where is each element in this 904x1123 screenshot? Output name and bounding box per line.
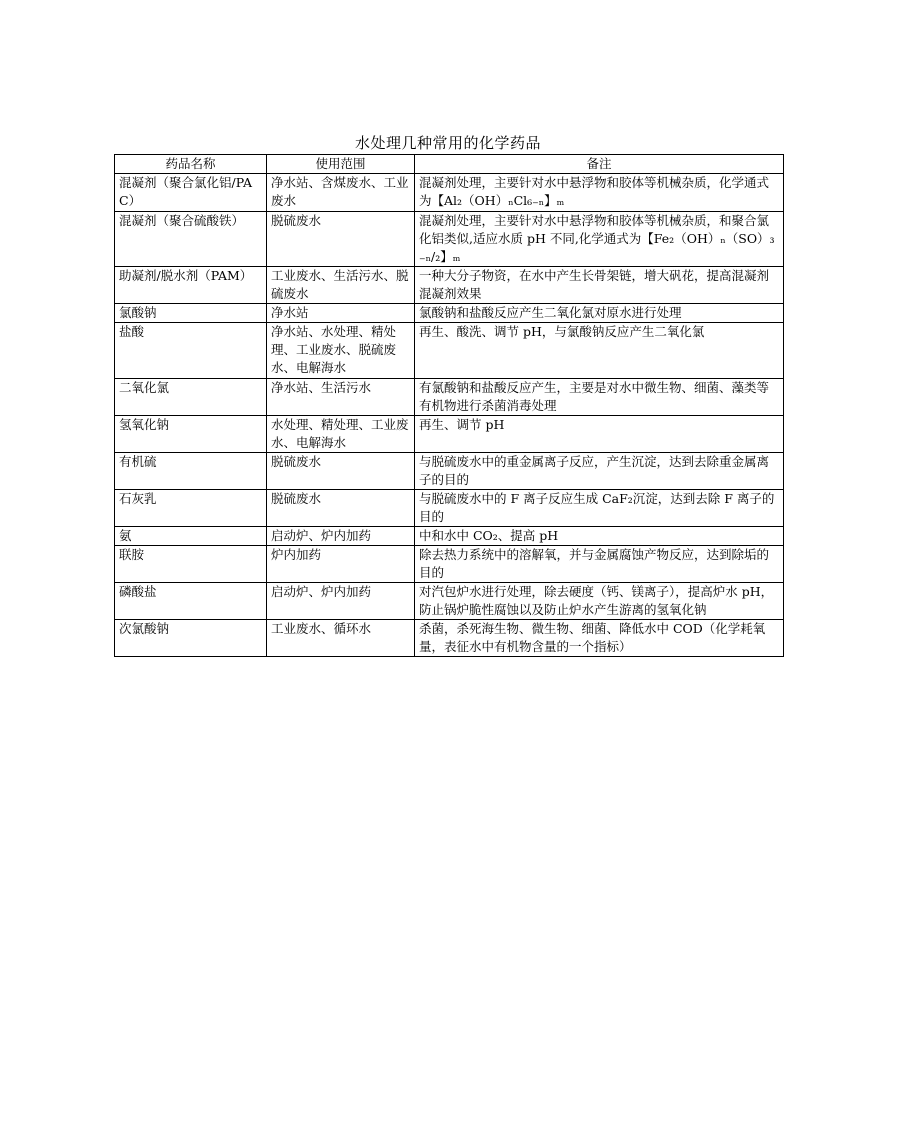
chemical-name: 混凝剂（聚合氯化铝/PAC）: [115, 174, 267, 212]
column-header-range: 使用范围: [267, 155, 415, 174]
remark: 除去热力系统中的溶解氧，并与金属腐蚀产物反应，达到除垢的目的: [415, 546, 784, 583]
usage-range: 启动炉、炉内加药: [267, 583, 415, 620]
usage-range: 脱硫废水: [267, 453, 415, 490]
remark: 与脱硫废水中的重金属离子反应，产生沉淀，达到去除重金属离子的目的: [415, 453, 784, 490]
usage-range: 净水站: [267, 304, 415, 323]
chemical-name: 氢氧化钠: [115, 416, 267, 453]
column-header-note: 备注: [415, 155, 784, 174]
remark-text: 混凝剂处理，主要针对水中悬浮物和胶体等机械杂质，化学通式为: [419, 175, 770, 208]
usage-range: 工业废水、循环水: [267, 620, 415, 657]
table-row: [115, 490, 784, 527]
chemical-formula: 【Al₂（OH）ₙCl₆₋ₙ】ₘ: [431, 193, 565, 208]
remark: 杀菌，杀死海生物、微生物、细菌、降低水中 COD（化学耗氧量，表征水中有机物含量的一个指标）: [415, 620, 784, 657]
table-row: [115, 212, 784, 267]
chemical-name: 有机硫: [115, 453, 267, 490]
remark-text: 混凝剂处理，主要针对水中悬浮物和胶体等机械杂质，和聚合氯化铝类似,适应水质 pH 不同,化学通式为: [419, 213, 770, 246]
chemical-name: 氨: [115, 527, 267, 546]
usage-range: 水处理、精处理、工业废水、电解海水: [267, 416, 415, 453]
usage-range: 净水站、生活污水: [267, 379, 415, 416]
table-row: [115, 323, 784, 379]
usage-range: 脱硫废水: [267, 490, 415, 527]
chemical-name: 混凝剂（聚合硫酸铁）: [115, 212, 267, 267]
remark: 再生、酸洗、调节 pH，与氯酸钠反应产生二氧化氯: [415, 323, 784, 379]
table-row: [115, 620, 784, 657]
table-row: [115, 304, 784, 323]
usage-range: 净水站、含煤废水、工业废水: [267, 174, 415, 212]
remark: 一种大分子物资，在水中产生长骨架链，增大矾花，提高混凝剂混凝剂效果: [415, 267, 784, 304]
chemical-name: 助凝剂/脱水剂（PAM）: [115, 267, 267, 304]
chemical-name: 盐酸: [115, 323, 267, 379]
chemical-name: 二氧化氯: [115, 379, 267, 416]
table-row: [115, 267, 784, 304]
column-header-name: 药品名称: [115, 155, 267, 174]
chemicals-table: [114, 154, 784, 657]
table-header-row: [115, 155, 784, 174]
table-row: [115, 546, 784, 583]
chemical-name: 磷酸盐: [115, 583, 267, 620]
chemical-name: 次氯酸钠: [115, 620, 267, 657]
usage-range: 炉内加药: [267, 546, 415, 583]
table-row: [115, 583, 784, 620]
remark: 再生、调节 pH: [415, 416, 784, 453]
chemical-name: 石灰乳: [115, 490, 267, 527]
table-row: [115, 453, 784, 490]
chemical-name: 联胺: [115, 546, 267, 583]
usage-range: 工业废水、生活污水、脱硫废水: [267, 267, 415, 304]
chemical-formula: 【Fe₂（OH）ₙ（SO）₃₋ₙ/₂】ₘ: [419, 231, 775, 264]
remark: 氯酸钠和盐酸反应产生二氧化氯对原水进行处理: [415, 304, 784, 323]
remark: 有氯酸钠和盐酸反应产生，主要是对水中微生物、细菌、藻类等有机物进行杀菌消毒处理: [415, 379, 784, 416]
usage-range: 启动炉、炉内加药: [267, 527, 415, 546]
remark: [415, 212, 784, 267]
table-row: [115, 174, 784, 212]
remark: 对汽包炉水进行处理，除去硬度（钙、镁离子），提高炉水 pH，防止锅炉脆性腐蚀以及防止炉水产生游离的氢氧化钠: [415, 583, 784, 620]
table-row: [115, 416, 784, 453]
remark: [415, 174, 784, 212]
usage-range: 脱硫废水: [267, 212, 415, 267]
chemical-name: 氯酸钠: [115, 304, 267, 323]
document-title: 水处理几种常用的化学药品: [354, 134, 541, 152]
table-row: [115, 527, 784, 546]
table-row: [115, 379, 784, 416]
remark: 与脱硫废水中的 F 离子反应生成 CaF₂沉淀，达到去除 F 离子的目的: [415, 490, 784, 527]
usage-range: 净水站、水处理、精处理、工业废水、脱硫废水、电解海水: [267, 323, 415, 379]
remark: 中和水中 CO₂、提高 pH: [415, 527, 784, 546]
